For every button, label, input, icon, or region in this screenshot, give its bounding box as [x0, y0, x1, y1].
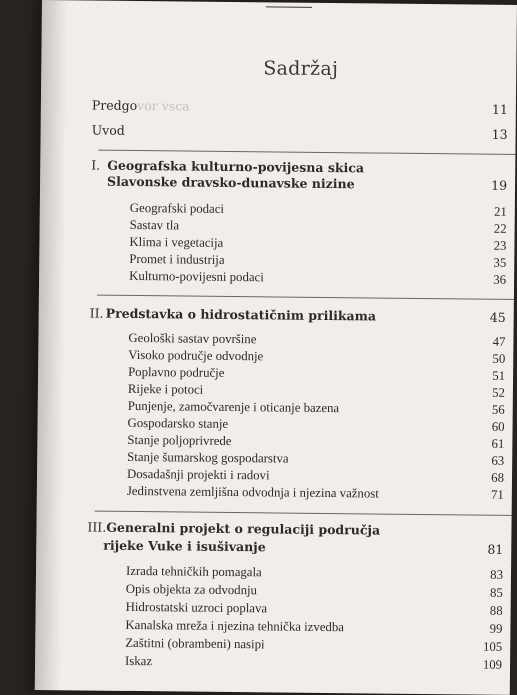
toc-entry-label: Dosadašnji projekti i radovi: [126, 466, 270, 483]
toc-page-number: 56: [491, 402, 505, 417]
toc-entry: [125, 635, 510, 654]
section-title-line2: Slavonske dravsko-dunavske nizine: [107, 173, 355, 192]
toc-entry-introduction: [92, 123, 516, 143]
toc-page-number: 105: [482, 639, 503, 654]
toc-page-number: 52: [492, 385, 505, 400]
section-divider: [98, 150, 515, 155]
toc-entry: [129, 268, 514, 287]
toc-page-number: 60: [491, 419, 505, 434]
toc-page-number: 47: [492, 334, 506, 349]
toc-page-number: 36: [493, 272, 507, 287]
toc-page-number: 13: [491, 126, 508, 142]
toc-entry: [126, 483, 512, 502]
toc-page-number: 85: [489, 585, 503, 600]
toc-entry: [125, 653, 510, 672]
section-numeral: II.: [89, 305, 104, 321]
toc-entry: [127, 449, 512, 468]
toc-entry: [125, 617, 511, 636]
toc-section-iii: [87, 520, 511, 540]
section-numeral: I.: [91, 157, 101, 173]
toc-entry-label: Rijeke i potoci: [127, 381, 204, 397]
toc-page-number: 50: [492, 351, 506, 366]
toc-entry: [125, 599, 511, 618]
toc-entry: [127, 415, 513, 434]
toc-entry-label: Kulturno-povijesni podaci: [129, 268, 264, 285]
toc-section-iii-line2: [103, 538, 511, 558]
toc-entry-label: Uvod: [91, 122, 125, 138]
toc-section-ii: [90, 306, 514, 326]
toc-entry: [129, 200, 515, 219]
section-divider: [97, 295, 514, 300]
toc-entry: [127, 381, 513, 400]
section-numeral: III.: [87, 519, 107, 535]
toc-entry: [128, 364, 513, 383]
toc-entry: [125, 563, 511, 582]
toc-entry-label: Geografski podaci: [129, 200, 225, 216]
toc-page-number: 83: [490, 567, 504, 582]
toc-entry-label: Gospodarsko stanje: [127, 415, 229, 431]
toc-entry-label: Stanje šumarskog gospodarstva: [127, 449, 289, 466]
toc-entry-label: Punjenje, zamočvarenje i oticanje bazena: [127, 398, 340, 416]
toc-page-number: 68: [491, 470, 505, 485]
toc-entry-label: Hidrostatski uzroci poplava: [125, 599, 268, 616]
toc-entry-label: Kanalska mreža i njezina tehnička izvedba: [125, 617, 345, 635]
toc-page-number: 45: [489, 309, 506, 325]
toc-entry-label: Zaštitni (obrambeni) nasipi: [125, 635, 265, 652]
section-title-line1: Generalni projekt o regulaciji područja: [106, 519, 381, 538]
table-of-contents: [35, 0, 517, 695]
toc-entry-label: Poplavno područje: [128, 364, 225, 380]
toc-page-number: 61: [491, 436, 505, 451]
toc-entry-label: Visoko područje odvodnje: [128, 347, 264, 364]
toc-entry-label: Izrada tehničkih pomagala: [125, 563, 262, 580]
toc-page-number: 71: [490, 487, 504, 502]
section-divider: [95, 511, 512, 516]
toc-page-number: 88: [489, 603, 503, 618]
toc-entry: [129, 217, 515, 236]
toc-entry: [126, 466, 512, 485]
toc-page-number: 81: [487, 541, 504, 557]
section-title-line1: Geografska kulturno-povijesna skica: [107, 157, 365, 176]
toc-entry-label: Klima i vegetacija: [129, 234, 224, 250]
toc-entry-label: Sastav tla: [129, 217, 180, 233]
toc-entry-label: Jedinstvena zemljišna odvodnja i njezina važnost: [126, 483, 379, 501]
toc-entry-preface: [92, 98, 516, 118]
toc-entry-label: Predgo: [91, 97, 138, 114]
toc-page-number: 22: [493, 221, 507, 236]
toc-entry-label: Geološki sastav površine: [128, 330, 257, 347]
page-title: Sadržaj: [263, 57, 339, 81]
toc-entry: [129, 251, 514, 270]
toc-entry-label: Opis objekta za odvodnju: [125, 581, 258, 598]
book-page: [35, 0, 517, 695]
toc-entry-label: Promet i industrija: [129, 251, 225, 267]
toc-page-number: 23: [493, 238, 507, 253]
toc-page-number: 19: [491, 177, 508, 193]
toc-page-number: 109: [482, 657, 503, 672]
toc-page-number: 51: [492, 368, 506, 383]
toc-page-number: 35: [493, 255, 507, 270]
section-title-line1: Predstavka o hidrostatičnim prilikama: [105, 305, 377, 324]
toc-entry: [128, 330, 514, 349]
toc-page-number: 11: [491, 101, 508, 117]
toc-page-number: 21: [493, 204, 507, 219]
toc-entry: [125, 581, 511, 600]
toc-entry-label: Stanje poljoprivrede: [127, 432, 232, 449]
toc-section-i-line2: [107, 174, 515, 194]
toc-page-number: 63: [491, 453, 505, 468]
toc-entry-label-faded: vor vsca: [137, 98, 190, 114]
toc-page-number: 99: [489, 621, 503, 636]
section-title-line2: rijeke Vuke i isušivanje: [103, 537, 266, 555]
toc-entry: [127, 432, 512, 451]
toc-entry: [129, 234, 515, 253]
toc-entry: [128, 347, 513, 366]
toc-entry: [127, 398, 513, 417]
toc-entry-label: Iskaz: [125, 653, 153, 669]
